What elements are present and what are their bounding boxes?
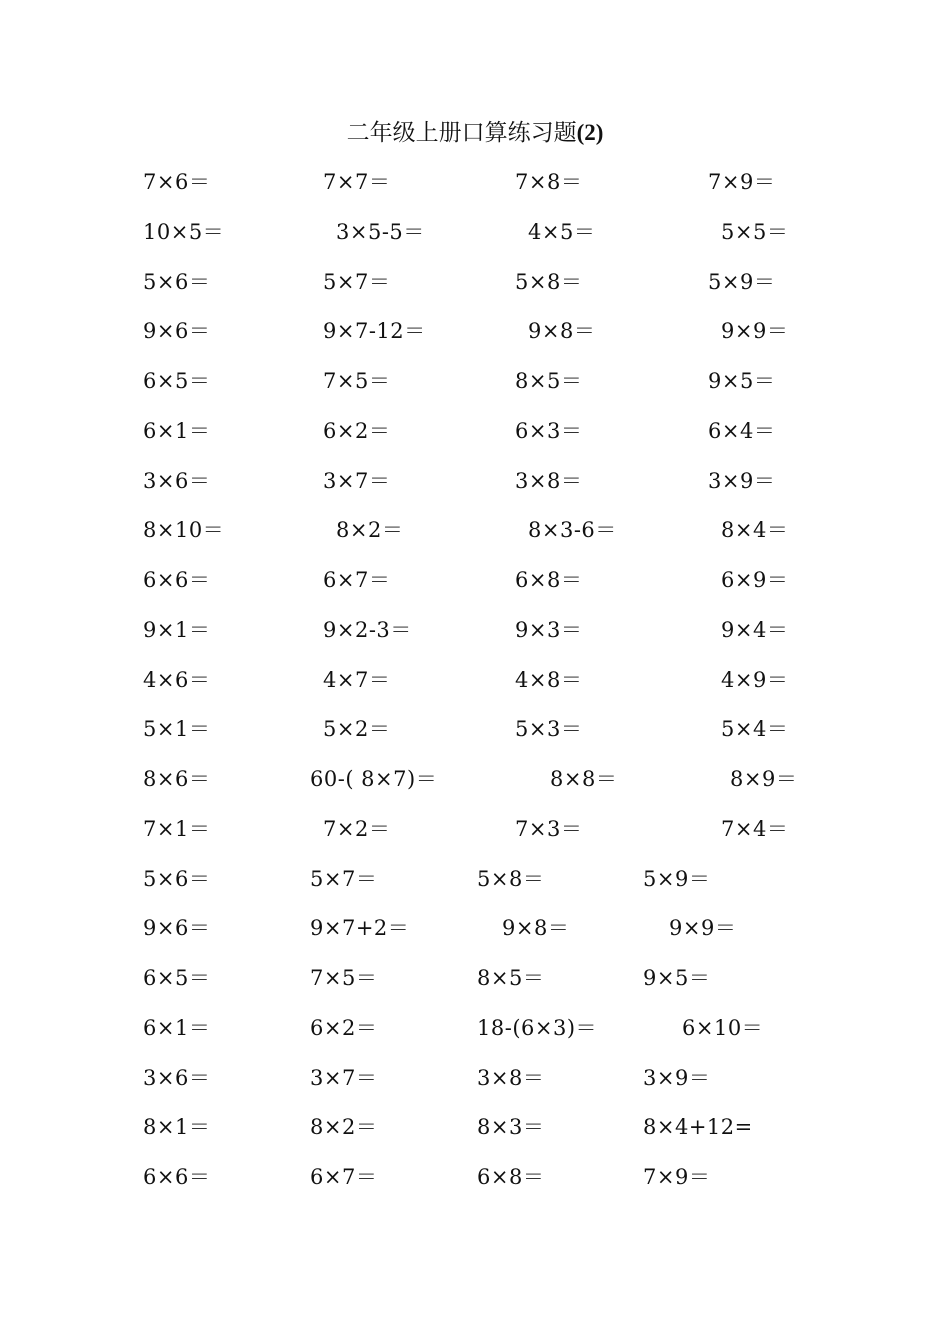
problem-row bbox=[0, 862, 950, 896]
arithmetic-problem: 5×2＝ bbox=[323, 717, 391, 742]
arithmetic-problem: 7×2＝ bbox=[323, 816, 391, 841]
arithmetic-problem: 3×9＝ bbox=[643, 1065, 711, 1090]
arithmetic-problem: 3×6＝ bbox=[143, 1065, 211, 1090]
arithmetic-problem: 9×7-12＝ bbox=[323, 319, 426, 344]
arithmetic-problem: 7×9＝ bbox=[643, 1165, 711, 1190]
problem-row bbox=[0, 1110, 950, 1144]
arithmetic-problem: 9×1＝ bbox=[143, 617, 211, 642]
problem-row bbox=[0, 414, 950, 448]
problem-row bbox=[0, 663, 950, 697]
arithmetic-problem: 8×3-6＝ bbox=[528, 518, 617, 543]
arithmetic-problem: 6×4＝ bbox=[708, 418, 776, 443]
arithmetic-problem: 3×8＝ bbox=[477, 1065, 545, 1090]
arithmetic-problem: 8×1＝ bbox=[143, 1115, 211, 1140]
problem-row bbox=[0, 215, 950, 249]
arithmetic-problem: 9×7+2＝ bbox=[310, 916, 410, 941]
arithmetic-problem: 5×8＝ bbox=[515, 269, 583, 294]
arithmetic-problem: 7×8＝ bbox=[515, 170, 583, 194]
problem-row bbox=[0, 613, 950, 647]
arithmetic-problem: 60-( 8×7)＝ bbox=[310, 767, 438, 792]
title-text: 二年级上册口算练习题 bbox=[346, 120, 577, 146]
arithmetic-problem: 4×5＝ bbox=[528, 219, 596, 244]
arithmetic-problem: 8×2＝ bbox=[336, 518, 404, 543]
arithmetic-problem: 5×3＝ bbox=[515, 717, 583, 742]
arithmetic-problem: 7×7＝ bbox=[323, 170, 391, 194]
arithmetic-problem: 6×10＝ bbox=[682, 1015, 764, 1040]
title-number: (2) bbox=[576, 120, 604, 145]
arithmetic-problem: 9×8＝ bbox=[528, 319, 596, 344]
arithmetic-problem: 5×7＝ bbox=[310, 866, 378, 891]
arithmetic-problem: 8×3＝ bbox=[477, 1115, 545, 1140]
problem-row bbox=[0, 812, 950, 846]
arithmetic-problem: 9×4＝ bbox=[721, 617, 789, 642]
arithmetic-problem: 6×5＝ bbox=[143, 369, 211, 394]
arithmetic-problem: 7×3＝ bbox=[515, 816, 583, 841]
arithmetic-problem: 3×7＝ bbox=[310, 1065, 378, 1090]
arithmetic-problem: 6×7＝ bbox=[310, 1165, 378, 1190]
arithmetic-problem: 9×6＝ bbox=[143, 916, 211, 941]
arithmetic-problem: 6×6＝ bbox=[143, 1165, 211, 1190]
arithmetic-problem: 4×9＝ bbox=[721, 667, 789, 692]
arithmetic-problem: 4×7＝ bbox=[323, 667, 391, 692]
problem-row bbox=[0, 513, 950, 547]
arithmetic-problem: 7×9＝ bbox=[708, 170, 776, 194]
problem-row bbox=[0, 165, 950, 199]
problem-row bbox=[0, 265, 950, 299]
arithmetic-problem: 8×10＝ bbox=[143, 518, 225, 543]
problem-row bbox=[0, 1061, 950, 1095]
arithmetic-problem: 9×5＝ bbox=[643, 966, 711, 991]
arithmetic-problem: 3×9＝ bbox=[708, 468, 776, 493]
problem-row bbox=[0, 1011, 950, 1045]
arithmetic-problem: 9×6＝ bbox=[143, 319, 211, 344]
arithmetic-problem: 7×1＝ bbox=[143, 816, 211, 841]
arithmetic-problem: 3×5-5＝ bbox=[336, 219, 425, 244]
arithmetic-problem: 9×2-3＝ bbox=[323, 617, 412, 642]
arithmetic-problem: 10×5＝ bbox=[143, 219, 225, 244]
arithmetic-problem: 4×6＝ bbox=[143, 667, 211, 692]
arithmetic-problem: 5×7＝ bbox=[323, 269, 391, 294]
arithmetic-problem: 6×1＝ bbox=[143, 1015, 211, 1040]
arithmetic-problem: 6×2＝ bbox=[323, 418, 391, 443]
arithmetic-problem: 6×2＝ bbox=[310, 1015, 378, 1040]
problem-row bbox=[0, 961, 950, 995]
arithmetic-problem: 8×5＝ bbox=[477, 966, 545, 991]
arithmetic-problem: 9×9＝ bbox=[721, 319, 789, 344]
arithmetic-problem: 6×8＝ bbox=[515, 568, 583, 593]
arithmetic-problem: 5×8＝ bbox=[477, 866, 545, 891]
arithmetic-problem: 9×5＝ bbox=[708, 369, 776, 394]
arithmetic-problem: 6×8＝ bbox=[477, 1165, 545, 1190]
arithmetic-problem: 6×6＝ bbox=[143, 568, 211, 593]
arithmetic-problem: 5×9＝ bbox=[643, 866, 711, 891]
arithmetic-problem: 8×2＝ bbox=[310, 1115, 378, 1140]
arithmetic-problem: 5×4＝ bbox=[721, 717, 789, 742]
arithmetic-problem: 3×6＝ bbox=[143, 468, 211, 493]
problem-row bbox=[0, 563, 950, 597]
arithmetic-problem: 7×4＝ bbox=[721, 816, 789, 841]
arithmetic-problem: 5×6＝ bbox=[143, 269, 211, 294]
problem-row bbox=[0, 1160, 950, 1194]
arithmetic-problem: 8×6＝ bbox=[143, 767, 211, 792]
arithmetic-problem: 18-(6×3)＝ bbox=[477, 1015, 598, 1040]
problem-row bbox=[0, 911, 950, 945]
arithmetic-problem: 9×8＝ bbox=[502, 916, 570, 941]
problem-row bbox=[0, 364, 950, 398]
arithmetic-problem: 6×1＝ bbox=[143, 418, 211, 443]
arithmetic-problem: 6×7＝ bbox=[323, 568, 391, 593]
problem-row bbox=[0, 712, 950, 746]
arithmetic-problem: 3×8＝ bbox=[515, 468, 583, 493]
arithmetic-problem: 6×9＝ bbox=[721, 568, 789, 593]
arithmetic-problem: 5×1＝ bbox=[143, 717, 211, 742]
problem-row bbox=[0, 464, 950, 498]
problem-row bbox=[0, 314, 950, 348]
arithmetic-problem: 9×3＝ bbox=[515, 617, 583, 642]
arithmetic-problem: 6×3＝ bbox=[515, 418, 583, 443]
arithmetic-problem: 8×5＝ bbox=[515, 369, 583, 394]
arithmetic-problem: 8×9＝ bbox=[730, 767, 798, 792]
arithmetic-problem: 5×6＝ bbox=[143, 866, 211, 891]
arithmetic-problem: 8×4+12= bbox=[643, 1115, 753, 1140]
arithmetic-problem: 7×6＝ bbox=[143, 170, 211, 194]
arithmetic-problem: 4×8＝ bbox=[515, 667, 583, 692]
arithmetic-problem: 3×7＝ bbox=[323, 468, 391, 493]
arithmetic-problem: 7×5＝ bbox=[310, 966, 378, 991]
arithmetic-problem: 5×5＝ bbox=[721, 219, 789, 244]
arithmetic-problem: 6×5＝ bbox=[143, 966, 211, 991]
arithmetic-problem: 9×9＝ bbox=[669, 916, 737, 941]
arithmetic-problem: 8×4＝ bbox=[721, 518, 789, 543]
problem-row bbox=[0, 762, 950, 796]
arithmetic-problem: 5×9＝ bbox=[708, 269, 776, 294]
arithmetic-problem: 7×5＝ bbox=[323, 369, 391, 394]
arithmetic-problem: 8×8＝ bbox=[550, 767, 618, 792]
